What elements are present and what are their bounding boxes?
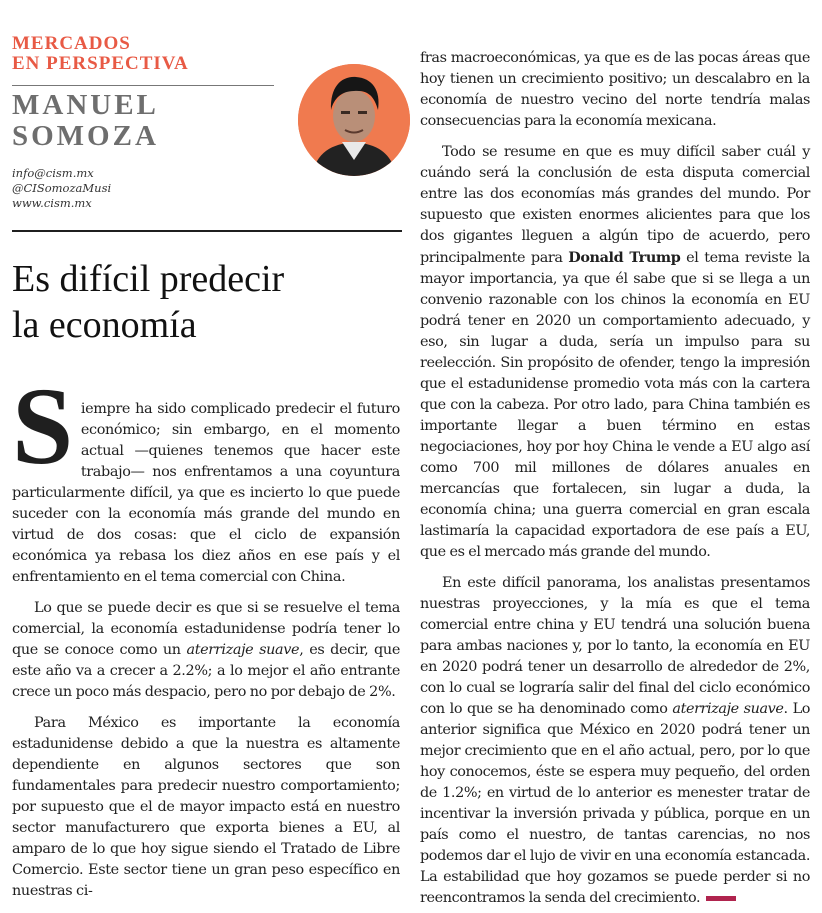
header-divider: [12, 85, 274, 86]
author-twitter[interactable]: @CISomozaMusi: [12, 181, 112, 195]
paragraph-3-continued: fras macroeconómicas, ya que es de las pocas áreas que hoy tienen un crecimiento positivo; un descalabro en la economía de nuestro vecino del norte tendría malas consecuencias para la economía mexicana.: [420, 50, 810, 129]
author-portrait-icon: [298, 64, 410, 176]
section-line-2: EN PERSPECTIVA: [12, 53, 189, 74]
author-last-name: SOMOZA: [12, 120, 159, 152]
section-kicker: [12, 34, 202, 74]
paragraph-1: [12, 365, 400, 588]
paragraph-4-text-a: Todo se resume en que es muy difícil saber cuál y cuándo será la conclusión de esta disputa comercial entre las dos economías más grandes del mundo. Por supuesto que existen enormes alicientes para que los dos gigantes lleguen a algún tipo de acuerdo, pero principalmente para: [420, 144, 810, 266]
author-website[interactable]: www.cism.mx: [12, 196, 92, 210]
headline-divider: [12, 230, 402, 232]
paragraph-5-emphasis: aterrizaje suave: [672, 701, 784, 717]
author-name: [12, 90, 232, 152]
article-headline: [12, 256, 392, 348]
article-body-left: [12, 365, 400, 902]
paragraph-5: [420, 573, 810, 909]
paragraph-4-bold-name: Donald Trump: [568, 249, 681, 266]
paragraph-2-emphasis: aterrizaje suave: [186, 642, 300, 658]
author-email[interactable]: info@cism.mx: [12, 166, 94, 180]
drop-cap: S: [12, 365, 73, 487]
headline-line-2: la economía: [12, 304, 197, 346]
paragraph-3: Para México es importante la economía estadunidense debido a que la nuestra es altamente dependiente en algunos sectores que son fundamentales para predecir nuestro comportamiento; por supuesto que el de mayor impacto está en nuestro sector manufacturero que exporta bienes a EU, al amparo de lo que hoy sigue siendo el Tratado de Libre Comercio. Este sector tiene un gran peso específico en nuestras ci-: [12, 715, 400, 899]
paragraph-4: [420, 142, 810, 563]
paragraph-2-text-b: , es decir, que este año va a crecer a 2.2%; a lo mejor el año entrante crece un poco más despacio, pero no por debajo de 2%.: [12, 642, 400, 700]
author-contact: [12, 166, 212, 211]
section-line-1: MERCADOS: [12, 33, 131, 54]
right-column: [420, 0, 810, 909]
paragraph-5-text-b: . Lo anterior significa que México en 2020 podrá tener un mejor crecimiento que en el año actual, pero, por lo que hoy conocemos, éste se espera muy pequeño, del orden de 1.2%; en virtud de lo anterior es menester tratar de incentivar la inversión privada y pública, porque en un país como el nuestro, de tantas carencias, no nos podemos dar el lujo de vivir en una economía estancada. La estabilidad que hoy gozamos se puede perder si no reencontramos la senda del crecimiento.: [420, 701, 810, 906]
paragraph-4-text-b: el tema reviste la mayor importancia, ya que él sabe que si se llega a un convenio razonable con los chinos la economía en EU podrá tener en 2020 un comportamiento adecuado, y eso, sin lugar a duda, sería un impulso para su reelección. Sin propósito de ofender, tengo la impresión que el estadunidense promedio vota más con la cartera que con la cabeza. Por otro lado, para China también es importante llegar a buen término en estas negociaciones, hoy por hoy China le vende a EU algo así como 700 mil millones de dólares anuales en mercancías que fortalecen, sin lugar a duda, la economía china; una guerra comercial en gran escala lastimaría la capacidad exportadora de ese país a EU, que es el mercado más grande del mundo.: [420, 250, 810, 560]
paragraph-2-text-a: Lo que se puede decir es que si se resuelve el tema comercial, la economía estadunidense podría tener lo que se conoce como un: [12, 600, 400, 658]
paragraph-5-text-a: En este difícil panorama, los analistas presentamos nuestras proyecciones, y la mía es que el tema comercial entre china y EU tendrá una solución buena para ambas naciones y, por lo tanto, la economía en EU en 2020 podrá tener un desarrollo de alrededor de 2%, con lo cual se lograría salir del final del ciclo económico con lo que se ha denominado como: [420, 575, 810, 717]
paragraph-1-text: iempre ha sido complicado predecir el futuro económico; sin embargo, en el momento actual —quienes tenemos que hacer este trabajo— nos enfrentamos a una coyuntura particularmente difícil, ya que es incierto lo que puede suceder con la economía más grande del mundo en virtud de dos cosas: que el ciclo de expansión económica ya rebasa los diez años en ese país y el enfrentamiento en el tema comercial con China.: [12, 401, 400, 585]
end-of-article-mark: [706, 896, 736, 901]
author-first-name: MANUEL: [12, 89, 159, 121]
paragraph-2: [12, 598, 400, 703]
author-photo: [298, 64, 410, 176]
headline-line-1: Es difícil predecir: [12, 258, 285, 300]
